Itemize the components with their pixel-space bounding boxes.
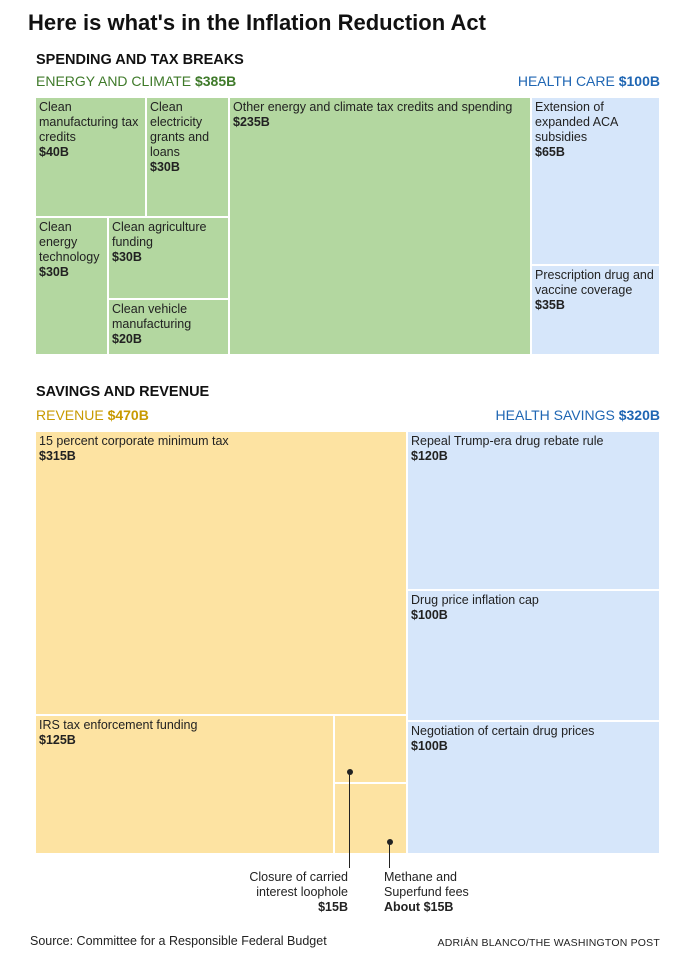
tile-label: Other energy and climate tax credits and spending — [233, 100, 513, 114]
tile-value: $235B — [233, 115, 270, 129]
tile-label: Extension of expanded ACA subsidies — [535, 100, 618, 144]
tile-carried-interest — [335, 716, 406, 782]
tile-corporate-minimum-tax — [36, 432, 406, 714]
callout-label: Closure of carried interest loophole — [249, 870, 348, 899]
callout-methane — [384, 870, 494, 915]
section-heading-spending: SPENDING AND TAX BREAKS — [36, 52, 244, 68]
carried-interest-leader-line — [349, 772, 350, 868]
callout-value: $15B — [318, 900, 348, 914]
tile-label: Negotiation of certain drug prices — [411, 724, 595, 738]
tile-label: Clean agriculture funding — [112, 220, 207, 249]
source-note: Source: Committee for a Responsible Federal Budget — [30, 934, 327, 948]
tile-value: $30B — [112, 250, 142, 264]
tile-value: $120B — [411, 449, 448, 463]
tile-drug-inflation-cap — [408, 591, 659, 720]
tile-label: IRS tax enforcement funding — [39, 718, 198, 732]
tile-label: Repeal Trump-era drug rebate rule — [411, 434, 604, 448]
group-name: REVENUE — [36, 407, 104, 423]
group-total: $100B — [618, 73, 660, 89]
tile-value: $20B — [112, 332, 142, 346]
tile-label: Clean vehicle manufacturing — [112, 302, 192, 331]
tile-value: $100B — [411, 608, 448, 622]
tile-label: 15 percent corporate minimum tax — [39, 434, 229, 448]
group-label-revenue — [36, 407, 149, 423]
tile-methane-superfund — [335, 784, 406, 853]
callout-label: Methane and Superfund fees — [384, 870, 469, 899]
tile-value: $30B — [150, 160, 180, 174]
tile-label: Clean electricity grants and loans — [150, 100, 210, 159]
tile-value: $40B — [39, 145, 69, 159]
group-label-health-care — [518, 73, 660, 89]
tile-value: $30B — [39, 265, 69, 279]
group-total: $470B — [107, 407, 149, 423]
tile-label: Drug price inflation cap — [411, 593, 539, 607]
group-total: $385B — [194, 73, 237, 89]
tile-label: Clean energy technology — [39, 220, 100, 264]
tile-value: $65B — [535, 145, 565, 159]
tile-drug-rebate-rule — [408, 432, 659, 589]
tile-prescription-coverage — [532, 266, 659, 354]
group-name: HEALTH SAVINGS — [495, 407, 615, 423]
group-label-health-savings — [496, 407, 660, 423]
group-label-energy — [36, 73, 236, 89]
tile-value: $35B — [535, 298, 565, 312]
tile-aca-subsidies — [532, 98, 659, 264]
methane-leader-line — [389, 842, 390, 868]
tile-drug-price-negotiation — [408, 722, 659, 853]
tile-label: Prescription drug and vaccine coverage — [535, 268, 654, 297]
credit-line: ADRIÁN BLANCO/THE WASHINGTON POST — [437, 937, 660, 949]
callout-carried-interest — [218, 870, 348, 915]
tile-other-energy — [230, 98, 530, 354]
methane-marker-dot — [387, 839, 393, 845]
group-total: $320B — [618, 407, 660, 423]
tile-label: Clean manufacturing tax credits — [39, 100, 139, 144]
tile-clean-agriculture — [109, 218, 228, 298]
group-name: HEALTH CARE — [517, 73, 615, 89]
tile-value: $100B — [411, 739, 448, 753]
tile-clean-manufacturing — [36, 98, 145, 216]
tile-value: $315B — [39, 449, 76, 463]
tile-value: $125B — [39, 733, 76, 747]
chart-title: Here is what's in the Inflation Reduction Act — [28, 10, 486, 35]
section-heading-savings: SAVINGS AND REVENUE — [36, 384, 210, 400]
tile-irs-enforcement — [36, 716, 333, 853]
callout-value: About $15B — [384, 900, 454, 914]
tile-clean-vehicle — [109, 300, 228, 354]
carried-interest-marker-dot — [347, 769, 353, 775]
tile-clean-energy-technology — [36, 218, 107, 354]
tile-clean-electricity — [147, 98, 228, 216]
group-name: ENERGY AND CLIMATE — [36, 73, 192, 89]
